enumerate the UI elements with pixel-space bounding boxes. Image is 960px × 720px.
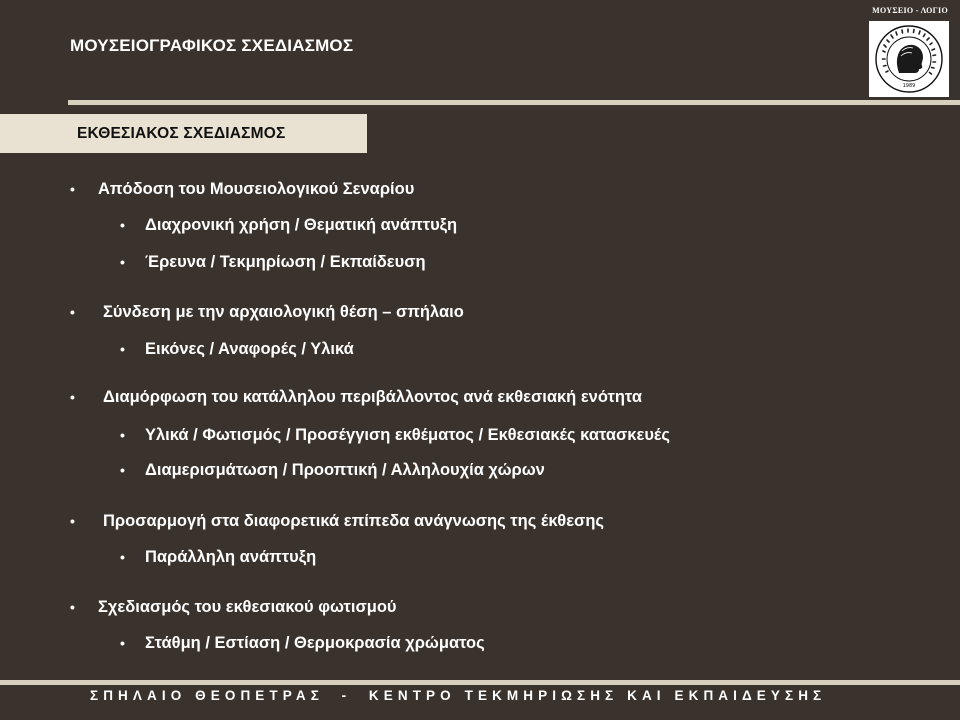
bullet-item: Απόδοση του Μουσειολογικού Σεναρίου xyxy=(98,180,415,198)
bullet-item: Σύνδεση με την αρχαιολογική θέση – σπήλαιο xyxy=(103,303,464,321)
top-right-label: ΜΟΥΣΕΙΟ - ΛΟΓΙΟ xyxy=(872,6,948,15)
section-title: ΕΚΘΕΣΙΑΚΟΣ ΣΧΕΔΙΑΣΜΟΣ xyxy=(77,125,286,142)
logo-year: 1989 xyxy=(902,83,916,89)
page-title: ΜΟΥΣΕΙΟΓΡΑΦΙΚΟΣ ΣΧΕΔΙΑΣΜΟΣ xyxy=(70,36,354,55)
sub-bullet-item: Εικόνες / Αναφορές / Υλικά xyxy=(145,340,354,358)
sub-bullet-item: Διαμερισμάτωση / Προοπτική / Αλληλουχία χώρων xyxy=(145,461,545,479)
footer-text: ΣΠΗΛΑΙΟ ΘΕΟΠΕΤΡΑΣ - ΚΕΝΤΡΟ ΤΕΚΜΗΡΙΩΣΗΣ ΚΑΙ ΕΚΠΑΙΔΕΥΣΗΣ xyxy=(90,688,827,703)
bullet-item: Σχεδιασμός του εκθεσιακού φωτισμού xyxy=(98,598,397,616)
footer-divider xyxy=(0,680,960,685)
bullet-dot: • xyxy=(70,304,75,320)
bullet-dot: • xyxy=(70,599,75,615)
sub-bullet-item: Στάθμη / Εστίαση / Θερμοκρασία χρώματος xyxy=(145,634,485,652)
sub-bullet-dot: • xyxy=(120,635,125,651)
sub-bullet-dot: • xyxy=(120,427,125,443)
bullet-dot: • xyxy=(70,389,75,405)
sub-bullet-item: Έρευνα / Τεκμηρίωση / Εκπαίδευση xyxy=(145,253,426,271)
sub-bullet-dot: • xyxy=(120,217,125,233)
sub-bullet-dot: • xyxy=(120,254,125,270)
sub-bullet-dot: • xyxy=(120,549,125,565)
bullet-dot: • xyxy=(70,181,75,197)
sub-bullet-dot: • xyxy=(120,462,125,478)
sub-bullet-item: Υλικά / Φωτισμός / Προσέγγιση εκθέματος / Εκθεσιακές κατασκευές xyxy=(145,426,670,444)
sub-bullet-item: Παράλληλη ανάπτυξη xyxy=(145,548,317,566)
bullet-item: Προσαρμογή στα διαφορετικά επίπεδα ανάγνωσης της έκθεσης xyxy=(103,512,605,530)
sub-bullet-item: Διαχρονική χρήση / Θεματική ανάπτυξη xyxy=(145,216,458,234)
bullet-dot: • xyxy=(70,513,75,529)
sub-bullet-dot: • xyxy=(120,341,125,357)
bullet-item: Διαμόρφωση του κατάλληλου περιβάλλοντος ανά εκθεσιακή ενότητα xyxy=(103,388,642,406)
